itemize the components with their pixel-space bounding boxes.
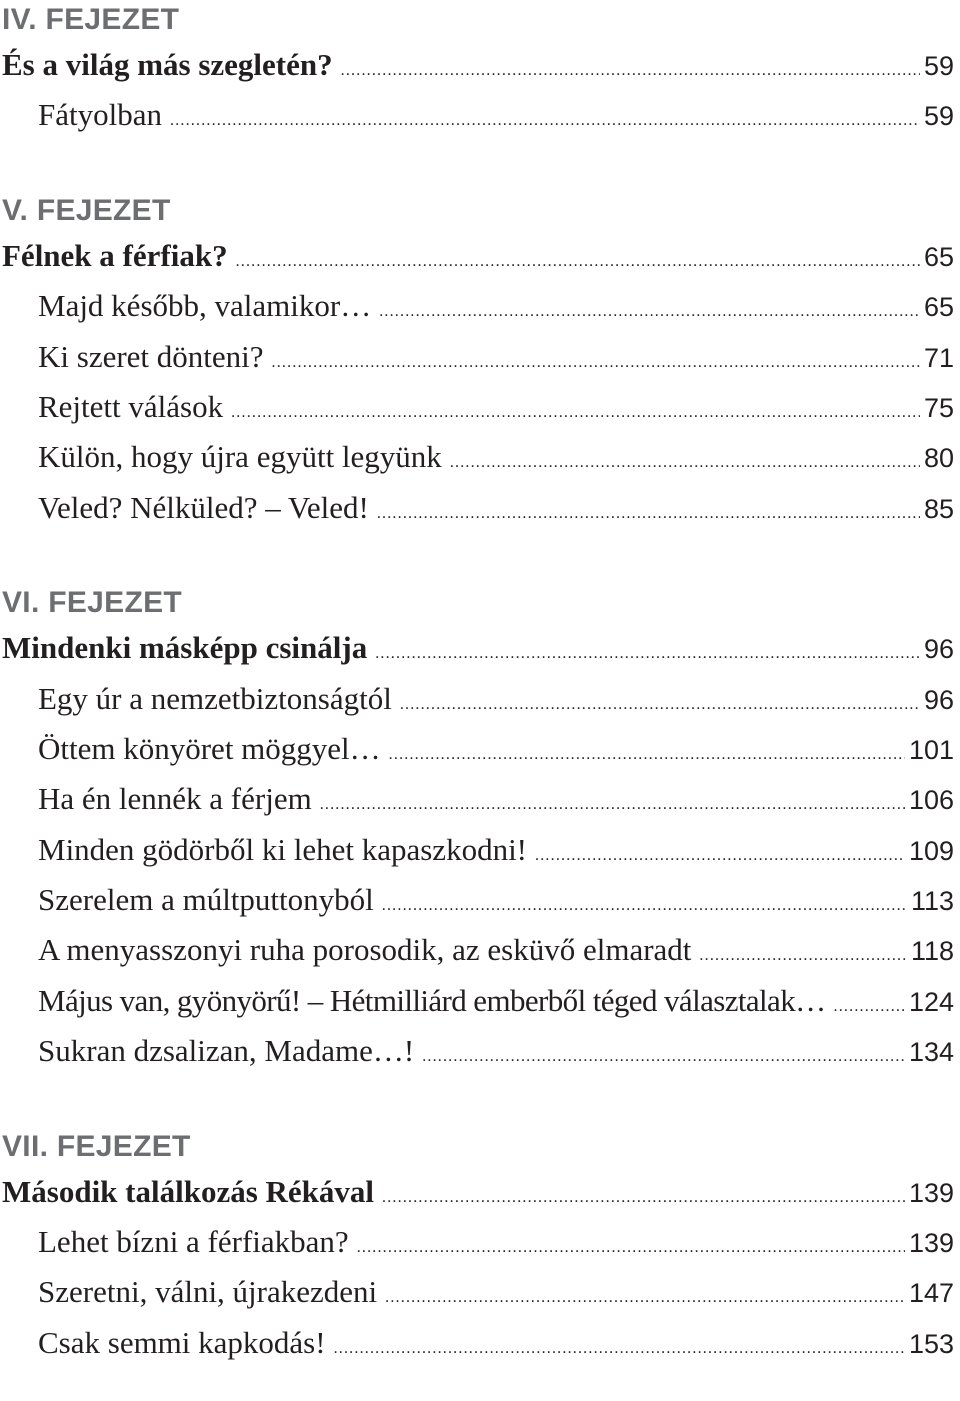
dot-leader (375, 629, 920, 679)
toc-entry[interactable] (0, 623, 960, 673)
entry-page: 118 (910, 936, 954, 967)
dot-leader (341, 46, 920, 96)
dot-leader (382, 1173, 905, 1223)
toc-entry[interactable] (0, 1026, 960, 1076)
toc-entry[interactable] (0, 231, 960, 281)
entry-title: Szerelem a múltputtonyból (38, 882, 374, 918)
entry-page: 71 (923, 342, 954, 373)
toc-entry[interactable] (0, 774, 960, 824)
chapter-heading: V. FEJEZET (2, 193, 171, 227)
dot-leader (699, 931, 907, 981)
chapter-vii (0, 1127, 960, 1369)
toc-entry[interactable] (0, 1167, 960, 1217)
entry-title: És a világ más szegletén? (2, 47, 333, 82)
entry-page: 65 (923, 241, 954, 272)
entry-page: 59 (923, 51, 954, 81)
entry-title: Fátyolban (38, 97, 162, 133)
entry-page: 106 (908, 785, 954, 816)
chapter-gap (0, 533, 960, 583)
dot-leader (231, 388, 920, 438)
dot-leader (170, 96, 920, 146)
entry-page: 139 (908, 1177, 954, 1208)
entry-title: Május van, gyönyörű! – Hétmilliárd emberből téged választalak… (38, 982, 826, 1018)
entry-title: Sukran dzsalizan, Madame…! (38, 1033, 415, 1069)
chapter-heading: VI. FEJEZET (2, 586, 183, 620)
dot-leader (377, 489, 920, 539)
dot-leader (834, 982, 905, 1032)
entry-page: 96 (923, 684, 954, 715)
entry-title: Második találkozás Rékával (2, 1173, 375, 1209)
toc-entry[interactable] (0, 483, 960, 533)
entry-title: Ha én lennék a férjem (38, 781, 312, 817)
entry-page: 101 (908, 734, 954, 765)
toc-entry[interactable] (0, 40, 960, 90)
entry-page: 153 (908, 1328, 954, 1359)
entry-title: Csak semmi kapkodás! (38, 1324, 326, 1360)
toc-entry[interactable] (0, 875, 960, 925)
toc-entry[interactable] (0, 90, 960, 140)
chapter-vi (0, 583, 960, 1077)
chapter-heading: IV. FEJEZET (2, 3, 180, 36)
entry-page: 124 (908, 986, 954, 1017)
dot-leader (272, 338, 920, 388)
entry-title: A menyasszonyi ruha porosodik, az esküvő elmaradt (38, 932, 692, 968)
entry-page: 113 (910, 886, 954, 917)
entry-title: Majd később, valamikor… (38, 288, 372, 324)
entry-title: Ki szeret dönteni? (38, 338, 264, 374)
dot-leader (334, 1324, 905, 1374)
entry-page: 109 (908, 835, 954, 866)
chapter-gap (0, 141, 960, 191)
entry-page: 85 (923, 493, 954, 524)
dot-leader (389, 730, 905, 780)
toc-entry[interactable] (0, 281, 960, 331)
dot-leader (450, 438, 920, 488)
toc-entry[interactable] (0, 332, 960, 382)
entry-title: Félnek a férfiak? (2, 237, 228, 273)
dot-leader (382, 881, 907, 931)
chapter-v (0, 191, 960, 533)
toc-entry[interactable] (0, 1217, 960, 1267)
entry-page: 134 (908, 1037, 954, 1068)
dot-leader (400, 680, 920, 730)
dot-leader (236, 237, 920, 287)
toc-entry[interactable] (0, 976, 960, 1026)
toc-entry[interactable] (0, 825, 960, 875)
toc-entry[interactable] (0, 382, 960, 432)
chapter-heading: VII. FEJEZET (2, 1129, 191, 1163)
entry-title: Külön, hogy újra együtt legyünk (38, 439, 442, 475)
entry-title: Szeretni, válni, újrakezdeni (38, 1274, 378, 1310)
entry-page: 80 (923, 443, 954, 474)
dot-leader (535, 831, 905, 881)
entry-page: 59 (923, 101, 954, 132)
entry-page: 65 (923, 292, 954, 323)
entry-title: Mindenki másképp csinálja (2, 630, 368, 666)
entry-title: Egy úr a nemzetbiztonságtól (38, 680, 392, 716)
chapter-gap (0, 1077, 960, 1127)
entry-title: Veled? Nélküled? – Veled! (38, 489, 369, 525)
entry-page: 147 (908, 1278, 954, 1309)
dot-leader (320, 780, 905, 830)
toc-entry[interactable] (0, 724, 960, 774)
entry-page: 96 (923, 634, 954, 665)
dot-leader (385, 1273, 905, 1323)
entry-title: Öttem könyöret möggyel… (38, 730, 381, 766)
entry-title: Rejtett válások (38, 388, 224, 424)
dot-leader (357, 1223, 905, 1273)
entry-page: 75 (923, 392, 954, 423)
toc-entry[interactable] (0, 674, 960, 724)
dot-leader (422, 1032, 905, 1082)
toc-entry[interactable] (0, 1267, 960, 1317)
toc-entry[interactable] (0, 432, 960, 482)
entry-title: Lehet bízni a férfiakban? (38, 1224, 349, 1260)
chapter-iv (0, 0, 960, 141)
toc-entry[interactable] (0, 925, 960, 975)
entry-page: 139 (908, 1228, 954, 1259)
toc-entry[interactable] (0, 1318, 960, 1368)
dot-leader (379, 287, 920, 337)
entry-title: Minden gödörből ki lehet kapaszkodni! (38, 831, 528, 867)
